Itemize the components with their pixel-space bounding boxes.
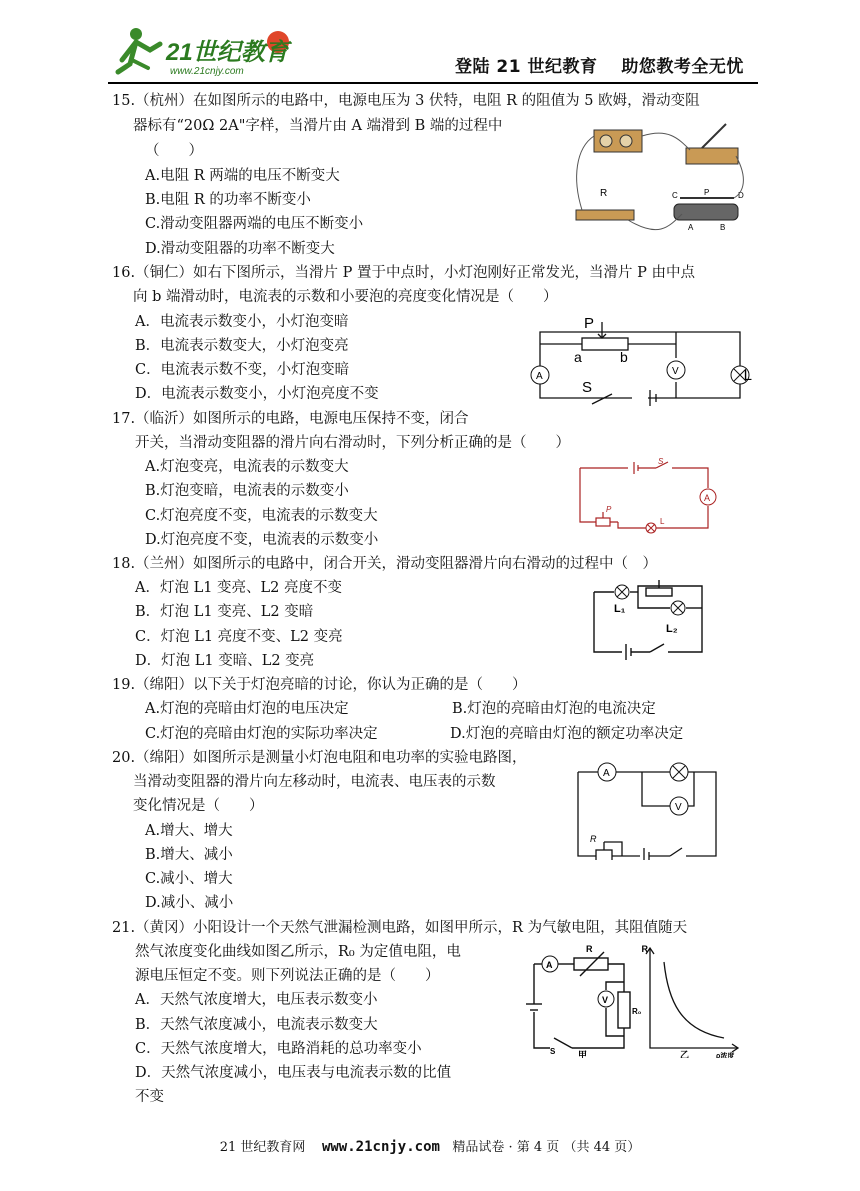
- switch-base: [686, 148, 738, 164]
- q21-option-d-line2: 不变: [135, 1089, 164, 1105]
- q21-line2: 然气浓度变化曲线如图乙所示，R₀ 为定值电阻，电: [135, 944, 461, 960]
- svg-text:R: R: [590, 834, 597, 844]
- svg-text:b: b: [620, 349, 628, 365]
- svg-text:A: A: [546, 960, 553, 970]
- q18-circuit-figure: [578, 578, 712, 668]
- q19-line1: 19.（绵阳）以下关于灯泡亮暗的讨论，你认为正确的是（ ）: [112, 677, 527, 693]
- footer-left: 21 世纪教育网: [219, 1140, 306, 1155]
- q15-option-a: A.电阻 R 两端的电压不断变大: [145, 168, 340, 184]
- header-divider: [108, 82, 758, 84]
- q15-option-b: B.电阻 R 的功率不断变小: [145, 192, 311, 208]
- svg-text:L: L: [660, 517, 665, 526]
- q21-option-b: B．天然气浓度减小，电流表示数变大: [135, 1017, 378, 1033]
- q20-line3: 变化情况是（ ）: [133, 798, 264, 814]
- q21-line1: 21.（黄冈）小阳设计一个天然气泄漏检测电路，如图甲所示，R 为气敏电阻，其阻值随天: [112, 920, 688, 936]
- q19-option-b: B.灯泡的亮暗由灯泡的电流决定: [452, 701, 656, 717]
- q17-option-d: D.灯泡亮度不变，电流表的示数变小: [145, 532, 379, 548]
- q17-line1: 17.（临沂）如图所示的电路，电源电压保持不变，闭合: [112, 411, 469, 427]
- q20-circuit-figure: [570, 760, 720, 864]
- ammeter: [531, 366, 549, 384]
- resistance-curve-graph: [646, 948, 738, 1052]
- page-footer: [0, 1138, 860, 1157]
- svg-text:A: A: [603, 768, 610, 779]
- q15-circuit-figure: [568, 118, 748, 254]
- q20-option-b: B.增大、减小: [145, 847, 233, 863]
- svg-text:R₀: R₀: [632, 1007, 642, 1016]
- q20-option-c: C.减小、增大: [145, 871, 233, 887]
- voltmeter: [667, 361, 685, 379]
- q21-option-c: C．天然气浓度增大，电路消耗的总功率变小: [135, 1041, 422, 1057]
- q17-line2: 开关，当滑动变阻器的滑片向右滑动时，下列分析正确的是（ ）: [135, 435, 570, 451]
- lamp: [670, 763, 688, 781]
- q16-option-a: A．电流表示数变小，小灯泡变暗: [135, 314, 349, 330]
- q16-option-b: B．电流表示数变大，小灯泡变亮: [135, 338, 349, 354]
- q20-line2: 当滑动变阻器的滑片向左移动时，电流表、电压表的示数: [133, 774, 496, 790]
- svg-text:甲: 甲: [578, 1050, 588, 1058]
- svg-text:乙: 乙: [680, 1050, 690, 1058]
- logo-text: 21世纪教育: [166, 39, 289, 66]
- svg-text:C: C: [672, 191, 678, 200]
- site-logo: [108, 20, 308, 82]
- svg-text:L: L: [743, 367, 752, 384]
- footer-site[interactable]: www.21cnjy.com: [321, 1139, 440, 1155]
- q18-option-b: B．灯泡 L1 变亮、L2 变暗: [135, 604, 314, 620]
- q18-line1: 18.（兰州）如图所示的电路中，闭合开关，滑动变阻器滑片向右滑动的过程中（ ）: [112, 556, 658, 572]
- ammeter: [700, 489, 716, 505]
- q17-circuit-figure: [572, 458, 722, 548]
- svg-text:P: P: [704, 188, 710, 197]
- q21-option-d-line1: D．天然气浓度减小，电压表与电流表示数的比值: [135, 1065, 452, 1081]
- q15-line3: （ ）: [145, 143, 203, 159]
- q15-option-d: D.滑动变阻器的功率不断变大: [145, 241, 335, 257]
- header-slogan: 登陆 21 世纪教育 助您教考全无忧: [455, 57, 744, 77]
- svg-text:V: V: [672, 366, 679, 377]
- svg-text:D: D: [738, 191, 744, 200]
- rheostat: [674, 204, 738, 220]
- svg-text:V: V: [602, 995, 609, 1005]
- svg-text:R: R: [641, 944, 648, 954]
- voltmeter: [670, 797, 688, 815]
- svg-text:L₁: L₁: [614, 603, 626, 615]
- svg-text:a: a: [574, 349, 582, 365]
- q16-option-c: C．电流表示数不变，小灯泡变暗: [135, 362, 350, 378]
- logo-url: www.21cnjy.com: [170, 66, 244, 77]
- q19-option-d: D.灯泡的亮暗由灯泡的额定功率决定: [450, 726, 684, 742]
- q19-option-a: A.灯泡的亮暗由灯泡的电压决定: [145, 701, 349, 717]
- svg-text:A: A: [704, 493, 711, 503]
- q20-line1: 20.（绵阳）如图所示是测量小灯泡电阻和电功率的实验电路图，: [112, 750, 527, 766]
- q21-line3: 源电压恒定不变。则下列说法正确的是（ ）: [135, 968, 440, 984]
- ammeter: [542, 956, 558, 972]
- q15-option-c: C.滑动变阻器两端的电压不断变小: [145, 216, 364, 232]
- voltmeter: [598, 991, 614, 1007]
- svg-text:S: S: [550, 1047, 556, 1056]
- svg-text:L₂: L₂: [666, 623, 678, 635]
- svg-text:R: R: [586, 944, 593, 954]
- svg-text:S: S: [658, 458, 664, 466]
- q15-line1: 15.（杭州）在如图所示的电路中，电源电压为 3 伏特，电阻 R 的阻值为 5 欧姆，滑动变阻: [112, 93, 700, 109]
- q17-option-a: A.灯泡变亮，电流表的示数变大: [145, 459, 349, 475]
- lamp-l2: [671, 601, 685, 615]
- q17-option-b: B.灯泡变暗，电流表的示数变小: [145, 483, 349, 499]
- svg-text:P: P: [584, 315, 595, 332]
- lamp: [646, 523, 656, 533]
- q19-option-c: C.灯泡的亮暗由灯泡的实际功率决定: [145, 726, 378, 742]
- svg-text:B: B: [720, 223, 726, 232]
- svg-text:A: A: [688, 223, 694, 232]
- svg-text:P: P: [606, 505, 612, 514]
- q18-option-a: A．灯泡 L1 变亮、L2 亮度不变: [135, 580, 343, 596]
- lamp-l1: [615, 585, 629, 599]
- q15-line2: 器标有“20Ω 2A"字样，当滑片由 A 端滑到 B 端的过程中: [133, 118, 503, 134]
- q21-circuit-figure: [520, 940, 746, 1062]
- q16-circuit-figure: [522, 308, 754, 412]
- runner-icon: [118, 28, 160, 72]
- q20-option-d: D.减小、减小: [145, 895, 234, 911]
- q16-option-d: D．电流表示数变小，小灯泡亮度不变: [135, 386, 379, 402]
- q18-option-c: C．灯泡 L1 亮度不变、L2 变亮: [135, 629, 343, 645]
- footer-page: 精品试卷 · 第 4 页 （共 44 页）: [452, 1140, 641, 1155]
- q21-option-a: A．天然气浓度增大，电压表示数变小: [135, 992, 378, 1008]
- svg-text:ρ浓度: ρ浓度: [716, 1053, 735, 1058]
- q16-line1: 16.（铜仁）如右下图所示，当滑片 P 置于中点时，小灯泡刚好正常发光，当滑片 P 由中点: [112, 265, 696, 281]
- svg-text:A: A: [536, 371, 543, 382]
- q18-option-d: D．灯泡 L1 变暗、L2 变亮: [135, 653, 315, 669]
- q17-option-c: C.灯泡亮度不变，电流表的示数变大: [145, 508, 378, 524]
- q16-line2: 向 b 端滑动时，电流表的示数和小要泡的亮度变化情况是（ ）: [133, 289, 558, 305]
- svg-text:S: S: [582, 379, 593, 396]
- resistor-r: [576, 210, 634, 220]
- ammeter: [598, 763, 616, 781]
- svg-text:V: V: [675, 802, 682, 813]
- q20-option-a: A.增大、增大: [145, 823, 233, 839]
- label-r: R: [600, 188, 608, 199]
